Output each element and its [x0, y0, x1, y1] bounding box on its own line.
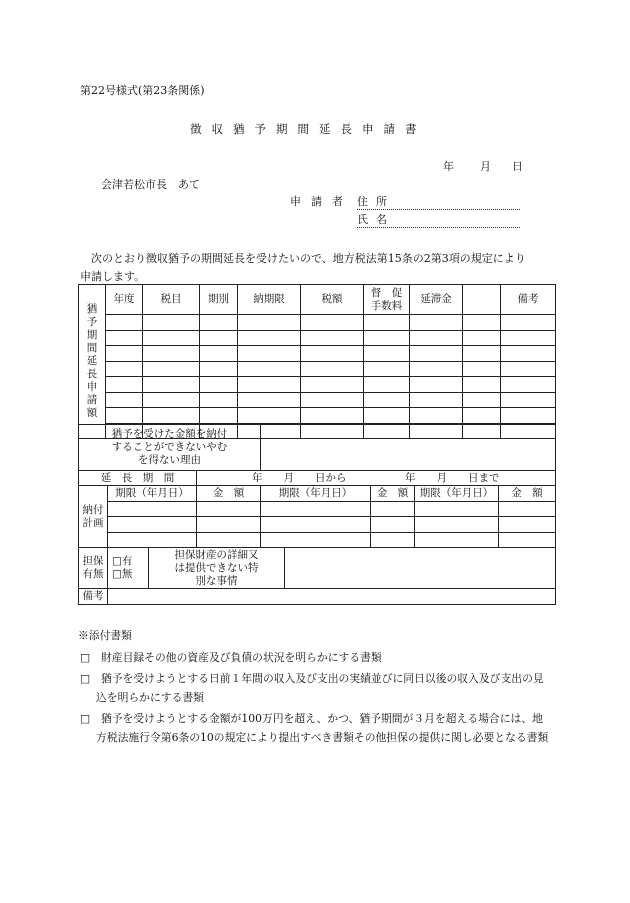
- row-label-extension-amount: 猶 予 期 間 延 長 申 請 額: [79, 285, 106, 439]
- remarks-field[interactable]: [108, 589, 556, 605]
- address-field[interactable]: [357, 193, 520, 210]
- period-label: 延 長 期 間: [79, 471, 197, 486]
- table-row: [79, 501, 556, 517]
- date-day-label: 日: [512, 160, 523, 173]
- header-tax-item: 税目: [143, 285, 200, 315]
- details-table: [78, 424, 556, 605]
- table-row: [79, 346, 556, 362]
- attachment-item-3: □ 猶予を受けようとする金額が100万円を超え、かつ、猶予期間が３月を超える場合には、地方税法施行令第6条の10の規定により提出すべき書類その他担保の提供に関し必要となる書類: [80, 712, 549, 744]
- address-label: 住所: [357, 195, 395, 208]
- security-label: 担保 有無: [79, 548, 108, 589]
- table-row: [79, 330, 556, 346]
- header-remarks: 備考: [501, 285, 556, 315]
- name-label: 氏名: [357, 213, 395, 226]
- table-row: [79, 408, 556, 424]
- header-tax-amount: 税額: [301, 285, 364, 315]
- reason-field[interactable]: [261, 425, 556, 471]
- table-row: [79, 532, 556, 548]
- security-yes-checkbox[interactable]: □有: [112, 555, 133, 567]
- table-row: [79, 517, 556, 533]
- header-reminder-fee: 督 促 手数料: [364, 285, 410, 315]
- table-row: [79, 361, 556, 377]
- body-text-line-2: 申請します。: [80, 270, 146, 283]
- header-fiscal-year: 年度: [106, 285, 143, 315]
- remarks-label: 備考: [79, 589, 108, 605]
- security-detail-label: 担保財産の詳細又 は提供できない特 別な事情: [149, 548, 285, 589]
- header-late-fee: 延滞金: [410, 285, 463, 315]
- plan-header-due-1: 期限（年月日）: [108, 486, 197, 502]
- header-period: 期別: [200, 285, 238, 315]
- header-blank: [463, 285, 501, 315]
- plan-header-due-2: 期限（年月日）: [261, 486, 371, 502]
- plan-header-amount-2: 金 額: [371, 486, 415, 502]
- payment-plan-label: 納付 計画: [79, 486, 108, 548]
- attachments-section: [80, 626, 550, 747]
- table-row: [79, 392, 556, 408]
- body-text-line-1: 次のとおり徴収猶予の期間延長を受けたいので、地方税法第15条の2第3項の規定により: [91, 252, 526, 265]
- applicant-label: 申請者: [290, 195, 353, 208]
- plan-header-amount-3: 金 額: [499, 486, 556, 502]
- period-from: 年 月 日から: [252, 472, 347, 484]
- period-to: 年 月 日まで: [405, 472, 500, 484]
- attachments-heading: ※添付書類: [78, 629, 132, 642]
- security-options: [108, 548, 149, 589]
- header-due-date: 納期限: [238, 285, 301, 315]
- application-amount-table: [78, 284, 556, 439]
- security-detail-field[interactable]: [285, 548, 556, 589]
- table-row: [79, 377, 556, 393]
- page-title: 徴収猶予期間延長申請書: [190, 122, 427, 136]
- form-number: 第22号様式(第23条関係): [80, 84, 205, 97]
- table-row: [79, 315, 556, 331]
- attachment-item-2: □ 猶予を受けようとする日前１年間の収入及び支出の実績並びに同日以後の収入及び支出の見込を明らかにする書類: [80, 672, 544, 704]
- plan-header-due-3: 期限（年月日）: [415, 486, 499, 502]
- plan-header-amount-1: 金 額: [197, 486, 261, 502]
- name-field[interactable]: [357, 211, 520, 228]
- security-no-checkbox[interactable]: □無: [112, 568, 133, 580]
- attachment-item-1: □ 財産目録その他の資産及び負債の状況を明らかにする書類: [80, 651, 382, 664]
- date-month-label: 月: [480, 160, 491, 173]
- date-year-label: 年: [443, 160, 454, 173]
- addressee: 会津若松市長 あて: [101, 178, 200, 191]
- reason-label: 猶予を受けた金額を納付 することができないやむ を得ない理由: [79, 425, 261, 471]
- period-field[interactable]: [197, 471, 556, 486]
